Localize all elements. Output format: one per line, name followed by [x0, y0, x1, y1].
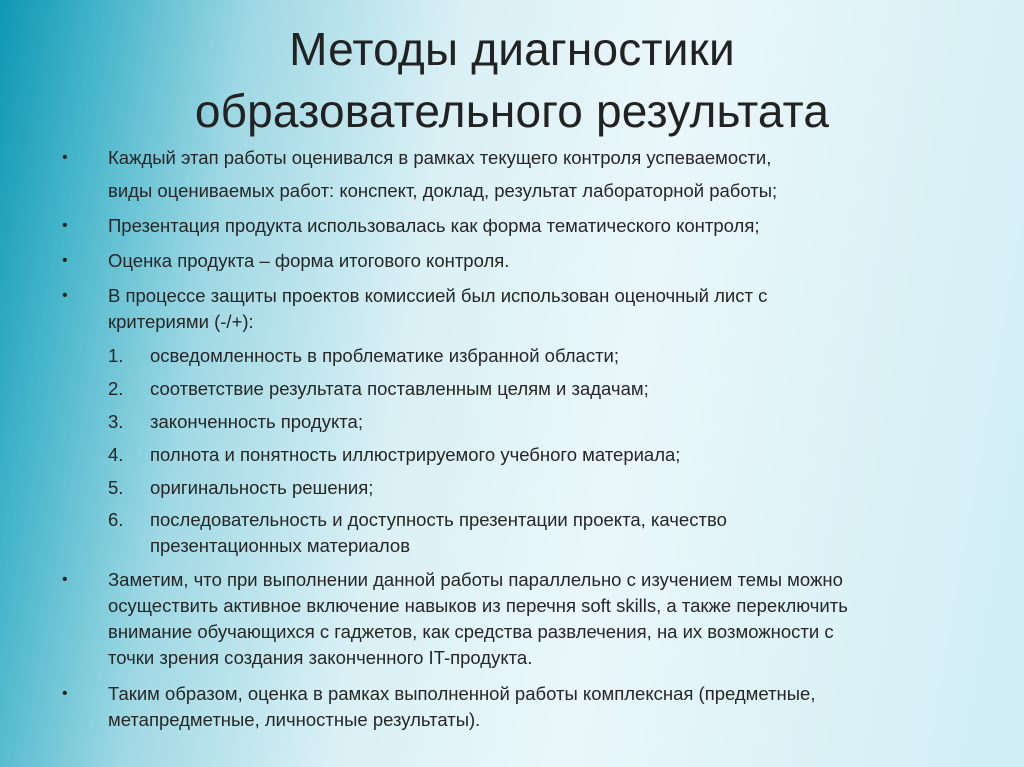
item-number: 3. [108, 411, 124, 432]
item-text: последовательность и доступность презентации проекта, качество [150, 509, 727, 530]
item-text: соответствие результата поставленным целям и задачам; [150, 378, 649, 399]
item-number: 1. [108, 345, 124, 366]
bullet-text: Презентация продукта использовалась как форма тематического контроля; [108, 215, 760, 236]
bullet-text: В процессе защиты проектов комиссией был использован оценочный лист с [108, 285, 768, 306]
bullet-text: критериями (-/+): [108, 311, 254, 332]
bullet-text: Таким образом, оценка в рамках выполненной работы комплексная (предметные, [108, 683, 816, 704]
slide-title [0, 18, 1024, 142]
bullet-marker: • [62, 252, 68, 269]
item-number: 4. [108, 444, 124, 465]
item-text: законченность продукта; [150, 411, 363, 432]
item-text: полнота и понятность иллюстрируемого учебного материала; [150, 444, 681, 465]
bullet-text: виды оцениваемых работ: конспект, доклад, результат лабораторной работы; [108, 180, 778, 201]
item-number: 2. [108, 378, 124, 399]
bullet-marker: • [62, 217, 68, 234]
bullet-text: осуществить активное включение навыков из перечня soft skills, а также переключить [108, 595, 848, 616]
item-text: осведомленность в проблематике избранной области; [150, 345, 620, 366]
bullet-text: внимание обучающихся с гаджетов, как средства развлечения, на их возможности с [108, 621, 834, 642]
bullet-text: Каждый этап работы оценивался в рамках текущего контроля успеваемости, [108, 147, 772, 168]
item-number: 5. [108, 477, 124, 498]
item-number: 6. [108, 509, 124, 530]
bullet-text: метапредметные, личностные результаты). [108, 709, 481, 730]
bullet-text: Заметим, что при выполнении данной работы параллельно с изучением темы можно [108, 569, 843, 590]
item-text: презентационных материалов [150, 535, 411, 556]
title-line-1: Методы диагностики [289, 23, 735, 75]
bullet-marker: • [62, 287, 68, 304]
title-line-2: образовательного результата [194, 85, 830, 137]
bullet-text: точки зрения создания законченного IT-продукта. [108, 647, 533, 668]
bullet-marker: • [62, 685, 68, 702]
item-text: оригинальность решения; [150, 477, 374, 498]
bullet-text: Оценка продукта – форма итогового контроля. [108, 250, 510, 271]
bullet-marker: • [62, 149, 68, 166]
bullet-marker: • [62, 571, 68, 588]
